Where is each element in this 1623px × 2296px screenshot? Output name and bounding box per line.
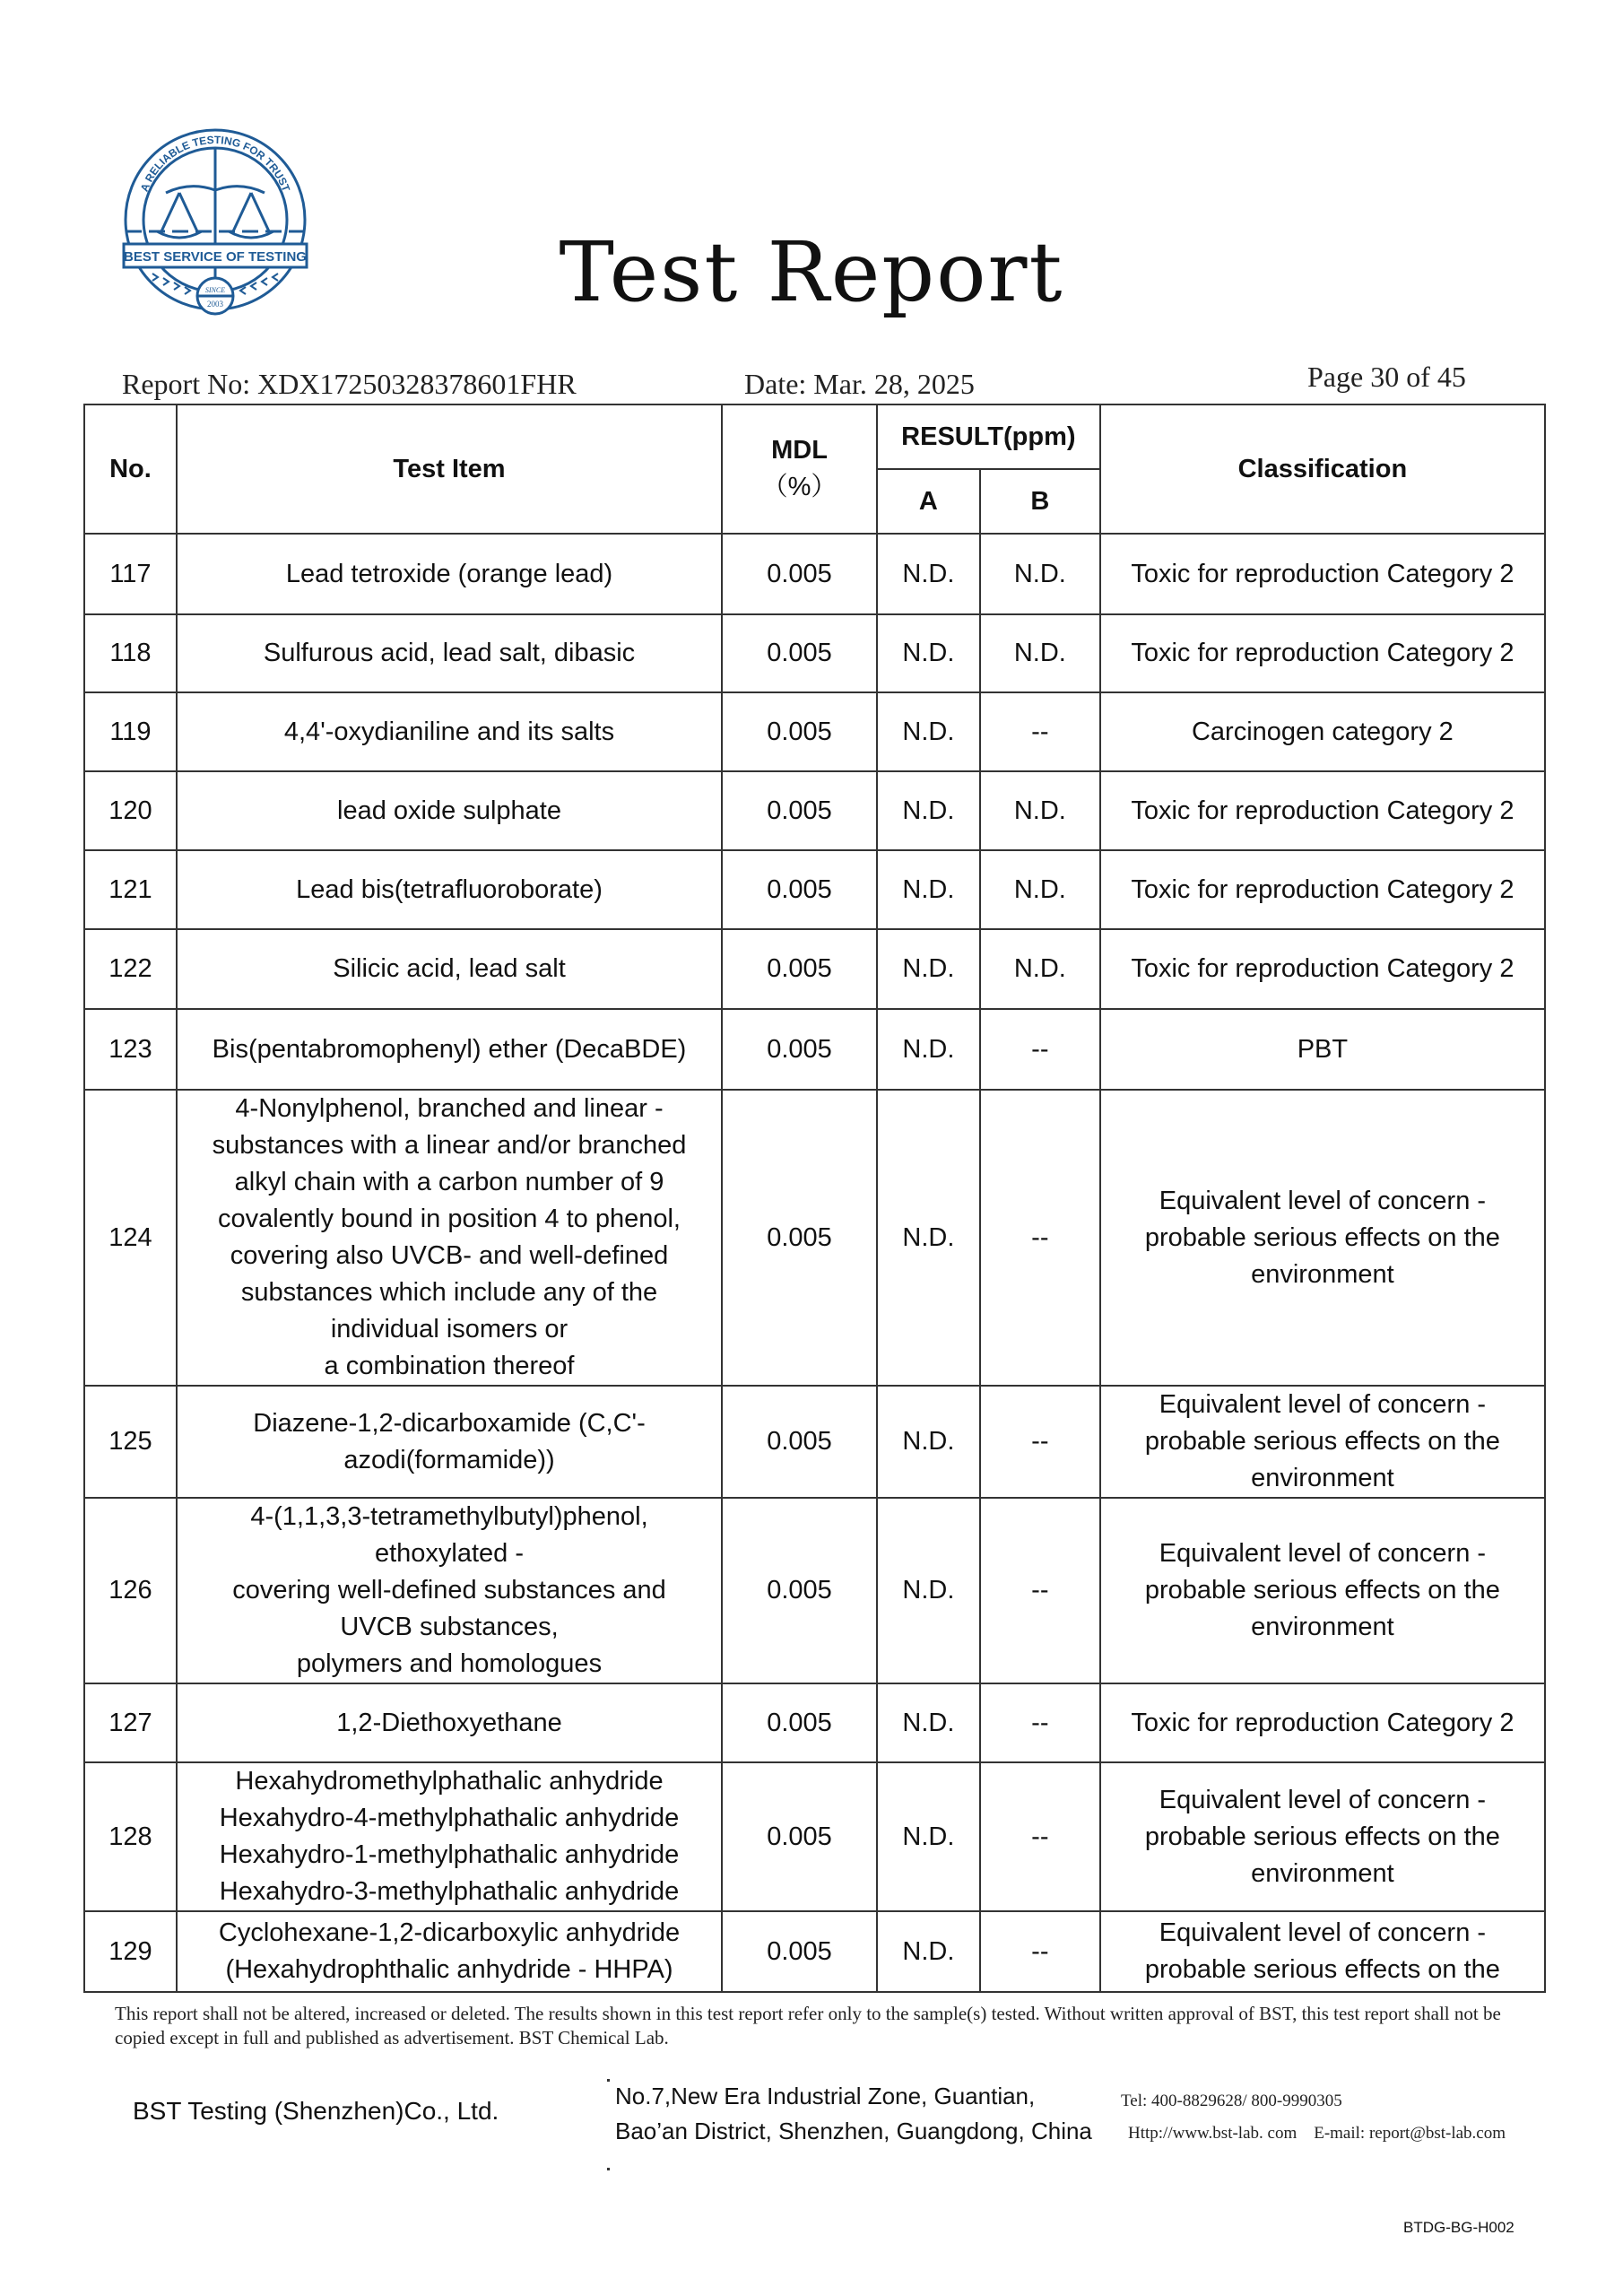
mdl-value: 0.005 — [722, 1762, 877, 1911]
result-a: N.D. — [877, 1386, 980, 1498]
classification: Equivalent level of concern - probable serious effects on the — [1100, 1911, 1545, 1992]
test-item: Silicic acid, lead salt — [177, 929, 722, 1009]
col-header-a: A — [877, 469, 980, 534]
test-item: 1,2-Diethoxyethane — [177, 1683, 722, 1762]
form-code: BTDG-BG-H002 — [1403, 2219, 1515, 2236]
mdl-value: 0.005 — [722, 771, 877, 850]
result-a: N.D. — [877, 1911, 980, 1992]
classification: Toxic for reproduction Category 2 — [1100, 771, 1545, 850]
classification: Equivalent level of concern - probable serious effects on the environment — [1100, 1090, 1545, 1386]
mdl-value: 0.005 — [722, 614, 877, 692]
table-row — [84, 692, 1545, 771]
table-row — [84, 534, 1545, 614]
classification: Toxic for reproduction Category 2 — [1100, 850, 1545, 929]
test-item: Sulfurous acid, lead salt, dibasic — [177, 614, 722, 692]
result-b: -- — [980, 1762, 1100, 1911]
table-row — [84, 1762, 1545, 1911]
test-item: Cyclohexane-1,2-dicarboxylic anhydride (Hexahydrophthalic anhydride - HHPA) — [177, 1911, 722, 1992]
mdl-value: 0.005 — [722, 692, 877, 771]
result-a: N.D. — [877, 692, 980, 771]
page-number: Page 30 of 45 — [1307, 361, 1466, 393]
classification: Carcinogen category 2 — [1100, 692, 1545, 771]
row-number: 125 — [84, 1386, 177, 1498]
svg-text:BEST SERVICE OF TESTING: BEST SERVICE OF TESTING — [124, 249, 307, 265]
company-address — [615, 2079, 1092, 2149]
mdl-value: 0.005 — [722, 534, 877, 614]
dot-divider — [607, 2168, 610, 2170]
test-item: Lead tetroxide (orange lead) — [177, 534, 722, 614]
svg-text:SINCE: SINCE — [204, 286, 226, 294]
result-b: -- — [980, 1683, 1100, 1762]
classification: Toxic for reproduction Category 2 — [1100, 534, 1545, 614]
result-a: N.D. — [877, 1762, 980, 1911]
table-row — [84, 1386, 1545, 1498]
mdl-value: 0.005 — [722, 1009, 877, 1090]
address-line-1: No.7,New Era Industrial Zone, Guantian, — [615, 2083, 1036, 2109]
contact-info — [1121, 2085, 1506, 2150]
result-b: -- — [980, 692, 1100, 771]
col-header-mdl — [722, 404, 877, 534]
results-body — [84, 534, 1545, 1992]
test-item: 4-(1,1,3,3-tetramethylbutyl)phenol, ethoxylated - covering well-defined substances and UVCB substances, polymers and homologues — [177, 1498, 722, 1683]
table-row — [84, 614, 1545, 692]
classification: Equivalent level of concern - probable serious effects on the environment — [1100, 1762, 1545, 1911]
mdl-value: 0.005 — [722, 1498, 877, 1683]
telephone: Tel: 400-8829628/ 800-9990305 — [1121, 2092, 1342, 2110]
result-b: N.D. — [980, 929, 1100, 1009]
result-b: -- — [980, 1498, 1100, 1683]
row-number: 119 — [84, 692, 177, 771]
row-number: 126 — [84, 1498, 177, 1683]
result-b: N.D. — [980, 534, 1100, 614]
table-row — [84, 850, 1545, 929]
result-b: -- — [980, 1090, 1100, 1386]
table-row — [84, 1498, 1545, 1683]
table-row — [84, 929, 1545, 1009]
row-number: 120 — [84, 771, 177, 850]
classification: PBT — [1100, 1009, 1545, 1090]
mdl-label: MDL — [771, 436, 828, 465]
mdl-value: 0.005 — [722, 850, 877, 929]
report-date: Date: Mar. 28, 2025 — [744, 368, 975, 400]
col-header-no: No. — [84, 404, 177, 534]
classification: Toxic for reproduction Category 2 — [1100, 929, 1545, 1009]
result-a: N.D. — [877, 1683, 980, 1762]
row-number: 128 — [84, 1762, 177, 1911]
test-item: lead oxide sulphate — [177, 771, 722, 850]
test-item: 4-Nonylphenol, branched and linear - substances with a linear and/or branched alkyl chain with a carbon number of 9 covalently bound in position 4 to phenol, covering also UVCB- and well-defined substances which include any of the individual isomers or a combination thereof — [177, 1090, 722, 1386]
result-a: N.D. — [877, 1009, 980, 1090]
result-b: -- — [980, 1009, 1100, 1090]
classification: Toxic for reproduction Category 2 — [1100, 614, 1545, 692]
result-a: N.D. — [877, 850, 980, 929]
col-header-b: B — [980, 469, 1100, 534]
row-number: 123 — [84, 1009, 177, 1090]
result-b: N.D. — [980, 771, 1100, 850]
web-email: Http://www.bst-lab. com E-mail: report@bst-lab.com — [1128, 2124, 1506, 2143]
result-a: N.D. — [877, 771, 980, 850]
result-b: -- — [980, 1911, 1100, 1992]
row-number: 124 — [84, 1090, 177, 1386]
result-a: N.D. — [877, 1090, 980, 1386]
col-header-classification: Classification — [1100, 404, 1545, 534]
results-table — [83, 404, 1546, 1993]
mdl-value: 0.005 — [722, 1911, 877, 1992]
mdl-value: 0.005 — [722, 1386, 877, 1498]
classification: Equivalent level of concern - probable serious effects on the environment — [1100, 1386, 1545, 1498]
result-b: -- — [980, 1386, 1100, 1498]
mdl-value: 0.005 — [722, 1683, 877, 1762]
mdl-value: 0.005 — [722, 929, 877, 1009]
table-row — [84, 1009, 1545, 1090]
dot-divider — [607, 2079, 610, 2082]
col-header-test-item: Test Item — [177, 404, 722, 534]
result-a: N.D. — [877, 929, 980, 1009]
company-name: BST Testing (Shenzhen)Co., Ltd. — [133, 2097, 499, 2125]
result-b: N.D. — [980, 614, 1100, 692]
svg-text:2003: 2003 — [207, 300, 223, 309]
test-item: Lead bis(tetrafluoroborate) — [177, 850, 722, 929]
disclaimer: This report shall not be altered, increased or deleted. The results shown in this test report refer only to the sample(s) tested. Without written approval of BST, this test report shall not be copied except in full and published as advertisement. BST Chemical Lab. — [115, 2003, 1501, 2048]
mdl-value: 0.005 — [722, 1090, 877, 1386]
result-a: N.D. — [877, 1498, 980, 1683]
col-header-result: RESULT(ppm) — [877, 404, 1100, 469]
row-number: 129 — [84, 1911, 177, 1992]
row-number: 118 — [84, 614, 177, 692]
page-title: Test Report — [559, 224, 1064, 320]
table-row — [84, 1090, 1545, 1386]
classification: Toxic for reproduction Category 2 — [1100, 1683, 1545, 1762]
table-row — [84, 1683, 1545, 1762]
svg-text:A RELIABLE TESTING FOR TRUST: A RELIABLE TESTING FOR TRUST — [137, 133, 293, 194]
address-line-2: Bao’an District, Shenzhen, Guangdong, China — [615, 2118, 1092, 2144]
row-number: 122 — [84, 929, 177, 1009]
test-item: Diazene-1,2-dicarboxamide (C,C'- azodi(formamide)) — [177, 1386, 722, 1498]
result-a: N.D. — [877, 534, 980, 614]
result-b: N.D. — [980, 850, 1100, 929]
test-item: Bis(pentabromophenyl) ether (DecaBDE) — [177, 1009, 722, 1090]
table-row — [84, 771, 1545, 850]
classification: Equivalent level of concern - probable serious effects on the environment — [1100, 1498, 1545, 1683]
test-item: Hexahydromethylphathalic anhydride Hexahydro-4-methylphathalic anhydride Hexahydro-1-methylphathalic anhydride Hexahydro-3-methylphathalic anhydride — [177, 1762, 722, 1911]
row-number: 121 — [84, 850, 177, 929]
report-number: Report No: XDX17250328378601FHR — [122, 368, 577, 400]
result-a: N.D. — [877, 614, 980, 692]
row-number: 127 — [84, 1683, 177, 1762]
table-row — [84, 1911, 1545, 1992]
mdl-unit: （%） — [761, 473, 838, 501]
row-number: 117 — [84, 534, 177, 614]
test-item: 4,4'-oxydianiline and its salts — [177, 692, 722, 771]
